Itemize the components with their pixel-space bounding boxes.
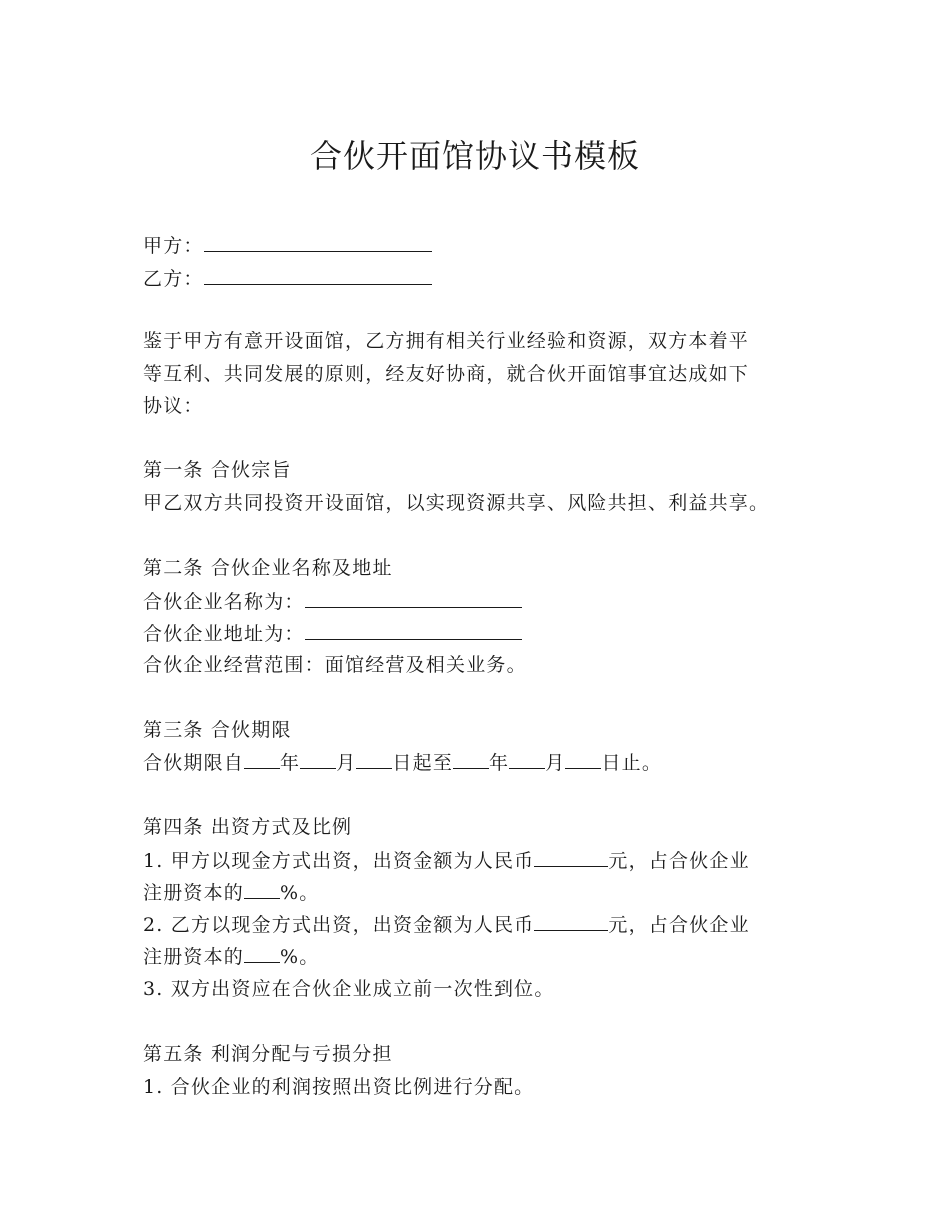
- article-3-heading: 第三条 合伙期限: [143, 719, 292, 741]
- article-5-heading: 第五条 利润分配与亏损分担: [143, 1043, 393, 1065]
- preamble-line-3: 协议：: [143, 395, 204, 417]
- term-start-label: 合伙期限自: [143, 752, 245, 774]
- contribution-b-percent-blank: [244, 944, 280, 963]
- contribution-b-share-label: 注册资本的: [143, 946, 245, 968]
- partnership-address-label: 合伙企业地址为：: [143, 623, 305, 645]
- end-month-blank: [509, 750, 545, 769]
- party-a-label: 甲方：: [143, 235, 204, 257]
- contribution-a-line-2: [143, 880, 319, 905]
- article-4-heading: 第四条 出资方式及比例: [143, 816, 353, 838]
- document-title: 合伙开面馆协议书模板: [309, 137, 640, 175]
- day-end-label: 日止。: [601, 752, 663, 774]
- article-1-text: 甲乙双方共同投资开设面馆，以实现资源共享、风险共担、利益共享。: [143, 492, 770, 514]
- contribution-a-share-label: 注册资本的: [143, 882, 245, 904]
- term-period-line: [143, 750, 662, 775]
- contribution-b-text: 2. 乙方以现金方式出资，出资金额为人民币: [143, 914, 535, 936]
- party-b-line: [143, 266, 432, 291]
- contribution-a-percent-blank: [244, 880, 280, 899]
- start-month-blank: [300, 750, 336, 769]
- contribution-a-line-1: [143, 848, 750, 873]
- party-b-blank: [204, 266, 432, 285]
- contribution-timing-line: 3. 双方出资应在合伙企业成立前一次性到位。: [143, 978, 555, 1000]
- contribution-b-line-2: [143, 944, 319, 969]
- contribution-a-percent-sign: %。: [280, 882, 320, 904]
- contribution-b-line-1: [143, 912, 750, 937]
- start-year-blank: [244, 750, 280, 769]
- article-2-heading: 第二条 合伙企业名称及地址: [143, 557, 393, 579]
- contribution-b-amount-blank: [534, 912, 608, 931]
- party-a-blank: [204, 233, 432, 252]
- partnership-name-line: [143, 589, 522, 614]
- contribution-a-text-2: 元，占合伙企业: [608, 850, 750, 872]
- preamble-line-1: 鉴于甲方有意开设面馆，乙方拥有相关行业经验和资源，双方本着平: [143, 330, 750, 352]
- party-a-line: [143, 233, 432, 258]
- month-label: 月: [545, 752, 566, 774]
- contribution-a-text: 1. 甲方以现金方式出资，出资金额为人民币: [143, 850, 535, 872]
- party-b-label: 乙方：: [143, 268, 204, 290]
- end-year-blank: [453, 750, 489, 769]
- contribution-b-percent-sign: %。: [280, 946, 320, 968]
- partnership-name-blank: [305, 589, 522, 608]
- partnership-address-line: [143, 621, 522, 646]
- article-1-heading: 第一条 合伙宗旨: [143, 459, 292, 481]
- profit-distribution-line: 1. 合伙企业的利润按照出资比例进行分配。: [143, 1076, 535, 1098]
- preamble-line-2: 等互利、共同发展的原则，经友好协商，就合伙开面馆事宜达成如下: [143, 363, 750, 385]
- month-label: 月: [336, 752, 357, 774]
- day-from-label: 日起至: [392, 752, 454, 774]
- partnership-address-blank: [305, 621, 522, 640]
- year-label: 年: [280, 752, 301, 774]
- partnership-name-label: 合伙企业名称为：: [143, 591, 305, 613]
- business-scope-line: 合伙企业经营范围：面馆经营及相关业务。: [143, 654, 527, 676]
- year-label: 年: [489, 752, 510, 774]
- contribution-b-text-2: 元，占合伙企业: [608, 914, 750, 936]
- end-day-blank: [565, 750, 601, 769]
- start-day-blank: [356, 750, 392, 769]
- contribution-a-amount-blank: [534, 848, 608, 867]
